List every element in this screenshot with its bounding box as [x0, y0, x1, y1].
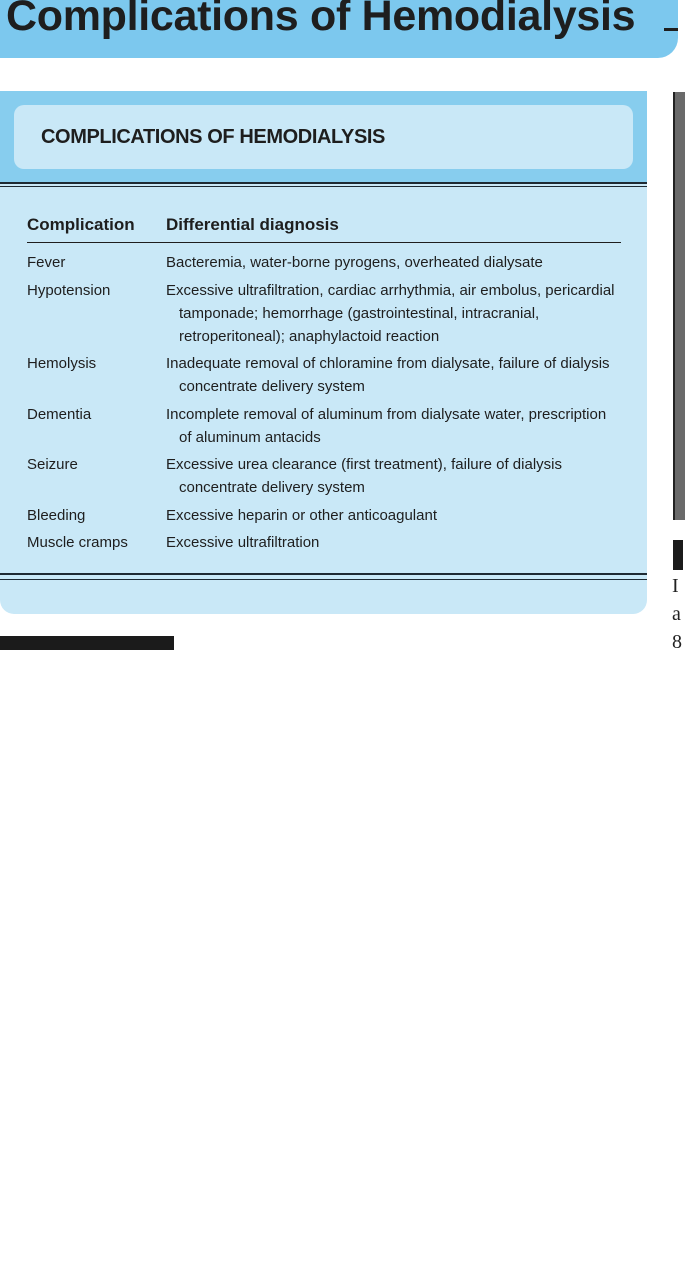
figure-label: FIGURE 7-1 [4, 1270, 87, 1287]
table-caption: COMPLICATIONS OF HEMODIALYSIS [41, 126, 385, 148]
diagnosis-line: Excessive ultrafiltration, cardiac arrhythmia, air embolus, pericardial [166, 282, 615, 299]
complication-cell: Dementia [27, 406, 92, 423]
diagnosis-line: concentrate delivery system [179, 479, 365, 496]
diagnosis-cell [166, 504, 636, 527]
diagnosis-line: retroperitoneal); anaphylactoid reaction [179, 328, 440, 345]
diagnosis-cell [166, 403, 636, 449]
diagnosis-cell [166, 531, 636, 554]
complications-table [0, 91, 647, 614]
column-header-complication: Complication [27, 215, 135, 234]
clipped-letter: a [672, 603, 681, 625]
diagnosis-line: Excessive heparin or other anticoagulant [166, 507, 437, 524]
clipped-letter: 8 [672, 631, 682, 653]
diagnosis-line: concentrate delivery system [179, 378, 365, 395]
complication-cell: Bleeding [27, 507, 86, 524]
complication-cell: Hypotension [27, 282, 111, 299]
diagnosis-line: Incomplete removal of aluminum from dialysate water, prescription [166, 406, 607, 423]
complication-cell: Fever [27, 254, 66, 271]
diagnosis-line: Excessive ultrafiltration [166, 534, 320, 551]
diagnosis-cell [166, 453, 636, 499]
diagnosis-cell [166, 279, 636, 348]
diagnosis-cell [166, 251, 636, 274]
clipped-letter: I [672, 575, 679, 597]
diagnosis-line: of aluminum antacids [179, 429, 321, 446]
table-caption-box [14, 105, 633, 169]
title-trailing-dash [664, 28, 678, 31]
diagnosis-line: tamponade; hemorrhage (gastrointestinal, intracranial, [179, 305, 540, 322]
complication-cell: Muscle cramps [27, 534, 128, 551]
footer-divider-thin [0, 579, 647, 580]
diagnosis-cell [166, 352, 636, 398]
clipped-heading-block [673, 540, 683, 570]
complication-cell: Hemolysis [27, 355, 97, 372]
page-title: Complications of Hemodialysis [6, 0, 636, 40]
header-divider-thin [0, 186, 647, 187]
diagnosis-line: Bacteremia, water-borne pyrogens, overheated dialysate [166, 254, 543, 271]
column-header-diagnosis: Differential diagnosis [166, 215, 339, 234]
title-area [0, 0, 678, 44]
clipped-photo [673, 92, 685, 520]
clipped-body-text [672, 572, 682, 656]
table-header-band [0, 91, 647, 182]
footer-divider [0, 573, 647, 575]
diagnosis-line: Excessive urea clearance (first treatment), failure of dialysis [166, 456, 562, 473]
header-divider [0, 182, 647, 184]
diagnosis-line: Inadequate removal of chloramine from dialysate, failure of dialysis [166, 355, 610, 372]
figure-label-bar [0, 636, 174, 1287]
complication-cell: Seizure [27, 456, 78, 473]
column-header-rule [27, 242, 621, 243]
